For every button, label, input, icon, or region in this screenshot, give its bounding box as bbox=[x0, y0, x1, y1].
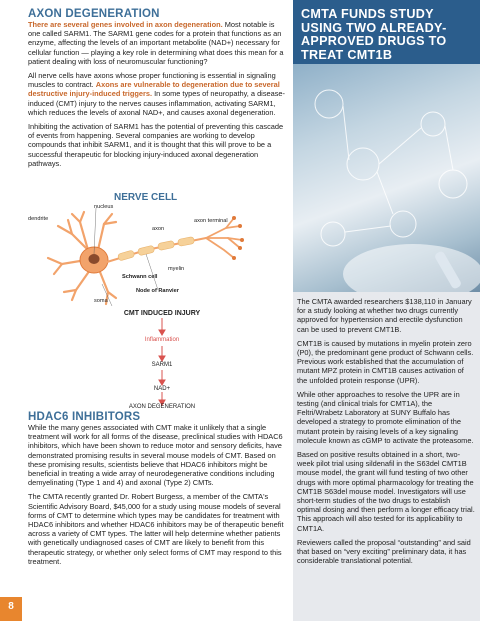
nerve-cell-diagram bbox=[28, 192, 286, 410]
axon-paragraph-2 bbox=[28, 71, 286, 117]
cascade-title: CMT INDUCED INJURY bbox=[123, 310, 201, 317]
axon-p2-a: All nerve cells have axons whose proper functioning is essential in signaling muscles to contract. bbox=[28, 71, 276, 90]
axon-p1-rest: Most notable is one called SARM1. The SARM1 gene codes for a protein that functions as an enzyme, affecting the levels of an important metabolite (NAD+) necessary for cellular function — playing a key role in determining what does this mean for a patient dealing with loss of neuromuscular functioning? bbox=[28, 20, 284, 66]
label-axon-terminal: axon terminal bbox=[194, 218, 228, 224]
label-axon: axon bbox=[152, 226, 165, 232]
hdac-paragraph-2: The CMTA recently granted Dr. Robert Burgess, a member of the CMTA's Scientific Advisory Board, $45,000 for a study using mouse models of several forms of CMT to determine which types may be candidates for treatment with HDAC6 inhibitors and whether HDAC6 inhibitors may be of therapeutic benefit across a variety of CMT types. The latter will help determine whether patients with genetically undiagnosed cases of CMT are likely to benefit from this therapeutic strategy, or whether only select forms of CMT may respond to this treatment. bbox=[28, 492, 284, 566]
page-number: 8 bbox=[8, 601, 14, 612]
sidebar-title: CMTA FUNDS STUDY USING TWO ALREADY-APPROVED DRUGS TO TREAT CMT1B bbox=[301, 7, 447, 62]
axon-p1-lead: There are several genes involved in axon degeneration. bbox=[28, 20, 223, 29]
sidebar-paragraph-3: While other approaches to resolve the UPR are in testing (and clinical trials for CMT1A), the Feltri/Wrabetz Laboratory at SUNY Buffalo has developed a strategy to promote elimination of the mutant protein by raising levels of a key signaling molecule known as cGMP to activate the proteasome. bbox=[297, 389, 474, 445]
label-dendrite: dendrite bbox=[28, 216, 49, 222]
hdac-section bbox=[28, 423, 286, 566]
sidebar-panel bbox=[293, 0, 480, 621]
axon-p2-b: In some types of neuropathy, a disease-induced (CMT) injury to the nerves causes inflammation, activating SARM1, which reduces the levels of axonal NAD+, and causes axonal degeneration. bbox=[28, 89, 286, 117]
cascade-step-inflammation: Inflammation bbox=[144, 337, 180, 343]
cascade-step-nad: NAD+ bbox=[153, 386, 171, 392]
axon-heading: AXON DEGENERATION bbox=[28, 8, 160, 20]
cascade-step-axon-degeneration: AXON DEGENERATION bbox=[128, 404, 196, 410]
axon-p2-highlight: Axons are vulnerable to degeneration due to several destructive injury-induced triggers. bbox=[28, 80, 280, 99]
sidebar-title-box bbox=[293, 0, 480, 64]
research-photo-illustration bbox=[293, 64, 480, 292]
label-node-of-ranvier: Node of Ranvier bbox=[136, 288, 179, 294]
label-schwann-cell: Schwann cell bbox=[122, 274, 158, 280]
sidebar-paragraph-5: Reviewers called the proposal “outstanding” and said that based on “very exciting” preliminary data, it has considerable translational potential. bbox=[297, 537, 471, 566]
axon-paragraph-3: Inhibiting the activation of SARM1 has the potential of preventing this cascade of events from happening. Several companies are working to develop compounds that inhibit SARM1, and it is thought that this will prove to be a successful therapeutic for blocking injury-induced axonal degeneration pathways. bbox=[28, 122, 284, 168]
hdac-paragraph-1: While the many genes associated with CMT make it unlikely that a single treatment will work for all forms of the disease, preclinical studies with HDAC6 inhibitors, which have been shown to reduce motor and sensory deficits, have demonstrated promising results in several mouse models of CMT. Based on these promising results, scientists believe that HDAC6 inhibitors might be beneficial in treating a wide array of neurodegenerative conditions including demyelinating (Type 1 and 4) and axonal (Type 2) CMTs. bbox=[28, 423, 283, 488]
label-myelin: myelin bbox=[168, 266, 185, 272]
sidebar-paragraph-4: Based on positive results obtained in a short, two-week pilot trial using sildenafil in the S63del CMT1B mouse model, the grant will fund testing of two other drugs with more optimal pharmacology for treating the CMT1B S63del mouse model. Investigators will use short-term studies of the two drugs to establish optimal dosing and then perform a longer efficacy trial. This approach will also tested for its applicability to CMT1A. bbox=[297, 450, 475, 533]
hdac-heading: HDAC6 INHIBITORS bbox=[28, 411, 141, 423]
research-photo bbox=[293, 64, 480, 292]
diagram-title: NERVE CELL bbox=[114, 192, 178, 203]
label-nucleus: nucleus bbox=[94, 204, 114, 210]
nucleus-shape bbox=[89, 254, 100, 264]
axon-paragraph-1 bbox=[28, 20, 286, 66]
axon-terminal-shape bbox=[206, 218, 242, 258]
sidebar-text bbox=[297, 297, 475, 565]
cascade-step-sarm1: SARM1 bbox=[151, 362, 173, 368]
sidebar-paragraph-2: CMT1B is caused by mutations in myelin protein zero (P0), the predominant gene product of Schwann cells. Previous work established that the accumulation of mutant MPZ protein in CMT1B causes activation of the unfolded protein response (UPR). bbox=[297, 338, 474, 385]
nerve-cell-illustration bbox=[28, 192, 286, 410]
axon-section bbox=[28, 8, 286, 168]
label-soma: soma bbox=[94, 298, 108, 304]
sidebar-paragraph-1: The CMTA awarded researchers $138,110 in January for a study looking at whether two drugs currently approved for hypertension and erectile dysfunction can be used to prevent CMT1B. bbox=[297, 297, 472, 334]
